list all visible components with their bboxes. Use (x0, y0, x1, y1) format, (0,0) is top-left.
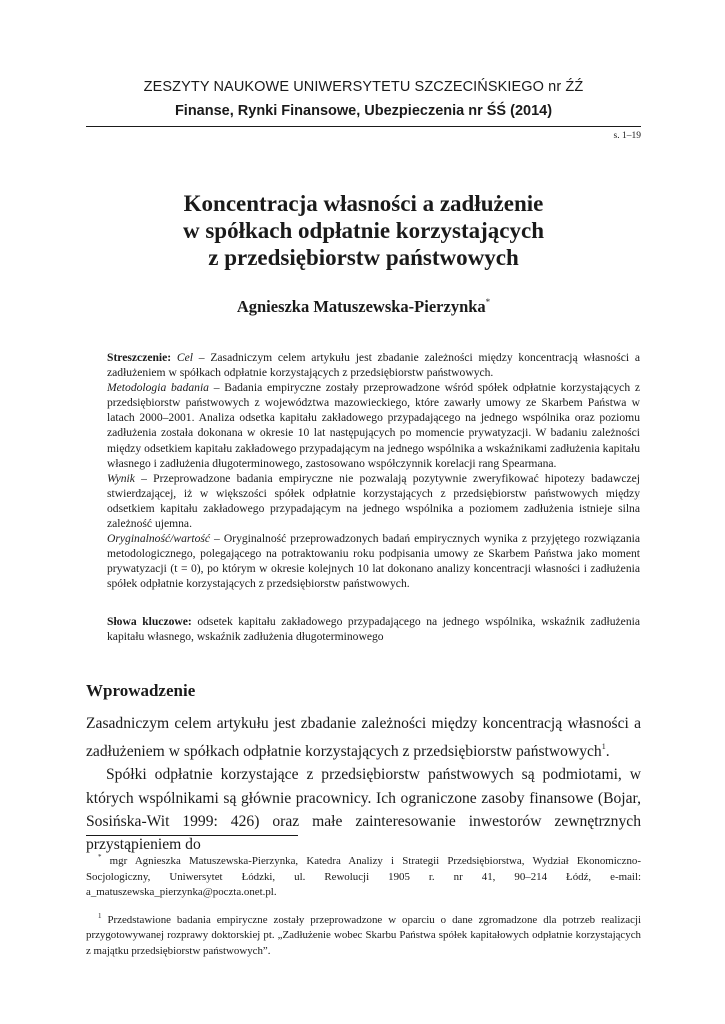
methodology-label: Metodologia badania (107, 381, 209, 395)
result-label: Wynik (107, 471, 135, 485)
aim-text: – Zasadniczym celem artykułu jest zbadanie zależności między koncentracją własności a zadłużeniem w spółkach odpłatnie korzystających z przedsiębiorstw państwowych. (107, 351, 640, 380)
author-footnote-mark[interactable]: * (485, 297, 491, 307)
result-text: – Przeprowadzone badania empiryczne nie pozwalają pozytywnie zweryfikować hipotezy badawczej stwierdzającej, iż w większości spółek odpłatnie korzystających z przedsiębiorstw państwowych między odsetkiem kapitału zakładowego przypadającym na jednego wspólnika a poziomem zadłużenia istnieje silna zależność ujemna. (107, 471, 640, 531)
abstract-aim (107, 350, 640, 380)
footnote-ref[interactable]: 1 (601, 742, 606, 752)
footnote-text: Przedstawione badania empiryczne zostały przeprowadzone w oparciu o dane zgromadzone dla potrzeb realizacji przygotowywanej rozprawy doktorskiej pt. „Zadłużenie wobec Skarbu Państwa spółek kapitałowych odpłatnie korzystających z majątku przedsiębiorstw państwowych”. (86, 913, 641, 957)
originality-label: Oryginalność/wartość (107, 532, 211, 546)
footnote-author (86, 850, 641, 901)
abstract (107, 350, 640, 592)
header-divider (86, 126, 641, 127)
aim-label: Cel (176, 351, 194, 364)
author-name: Agnieszka Matuszewska-Pierzynka (236, 297, 486, 316)
keywords (107, 614, 640, 644)
abstract-originality (107, 531, 640, 591)
title-line: z przedsiębiorstw państwowych (208, 245, 519, 270)
footnote-1 (86, 909, 641, 960)
paragraph: Spółki odpłatnie korzystające z przedsiębiorstw państwowych są podmiotami, w których wspólnikami są głównie pracownicy. Ich ograniczone zasoby finansowe (Bojar, Sosińska-Wit 1999: 426) oraz małe zainteresowanie inwestorów zewnętrznych przystąpieniem do (86, 766, 641, 854)
title-line: w spółkach odpłatnie korzystających (183, 218, 544, 243)
originality-text: – Oryginalność przeprowadzonych badań empirycznych wynika z przyjętego rozwiązania metodologicznego, polegającego na potraktowaniu roku podpisania umowy ze Skarbem Państwa jako moment prywatyzacji (t = 0), po którym w okresie kolejnych 10 lat dokonano analizy koncentracji własności i zadłużenia spółek odpłatnie korzystających z przedsiębiorstw państwowych. (107, 532, 640, 591)
keywords-text: odsetek kapitału zakładowego przypadającego na jednego wspólnika, wskaźnik zadłużenia kapitału własnego, wskaźnik zadłużenia długoterminowego (107, 615, 640, 644)
paragraph (86, 712, 641, 763)
author (86, 297, 641, 317)
abstract-methodology (107, 380, 640, 471)
footnote-divider (86, 835, 298, 836)
footnote-mark: 1 (98, 911, 102, 920)
journal-series: Finanse, Rynki Finansowe, Ubezpieczenia nr ŚŚ (2014) (174, 103, 553, 119)
keywords-label: Słowa kluczowe: (107, 615, 192, 628)
title-line: Koncentracja własności a zadłużenie (183, 191, 544, 216)
paragraph-text: Zasadniczym celem artykułu jest zbadanie zależności między koncentracją własności a zadłużeniem w spółkach odpłatnie korzystających z przedsiębiorstw państwowych (86, 715, 641, 761)
footnote-mark: * (98, 853, 102, 861)
footnote-text: mgr Agnieszka Matuszewska-Pierzynka, Katedra Analizy i Strategii Przedsiębiorstwa, Wydział Ekonomiczno-Socjologiczny, Uniwersytet Łódzki, ul. Rewolucji 1905 r. nr 41, 90–214 Łódź, e-mail: a_matuszewska_pierzynka@poczta.onet.pl. (86, 855, 641, 899)
abstract-result (107, 471, 640, 531)
paragraph-end: . (605, 743, 610, 761)
article-title (86, 190, 641, 271)
abstract-label: Streszczenie: (107, 351, 172, 364)
footnotes (86, 850, 641, 960)
page-range: s. 1–19 (613, 131, 641, 141)
section-heading: Wprowadzenie (86, 681, 196, 700)
journal-name: ZESZYTY NAUKOWE UNIWERSYTETU SZCZECIŃSKIEGO nr ŹŹ (143, 79, 584, 95)
methodology-text: – Badania empiryczne zostały przeprowadzone wśród spółek odpłatnie korzystających z przedsiębiorstw państwowych z województwa mazowieckiego, które zawarły umowy ze Skarbem Państwa w latach 2000–2001. Analiza odsetka kapitału zakładowego przypadającego na jednego wspólnika oraz poziomu zadłużenia została dokonana w okresie 10 lat następujących po momencie prywatyzacji. W badaniu zależności między odsetkiem kapitału zakładowego przypadającym na jednego wspólnika a wskaźnikami zadłużenia kapitału własnego i zadłużenia długoterminowego, zastosowano współczynnik korelacji rang Spearmana. (107, 381, 640, 470)
